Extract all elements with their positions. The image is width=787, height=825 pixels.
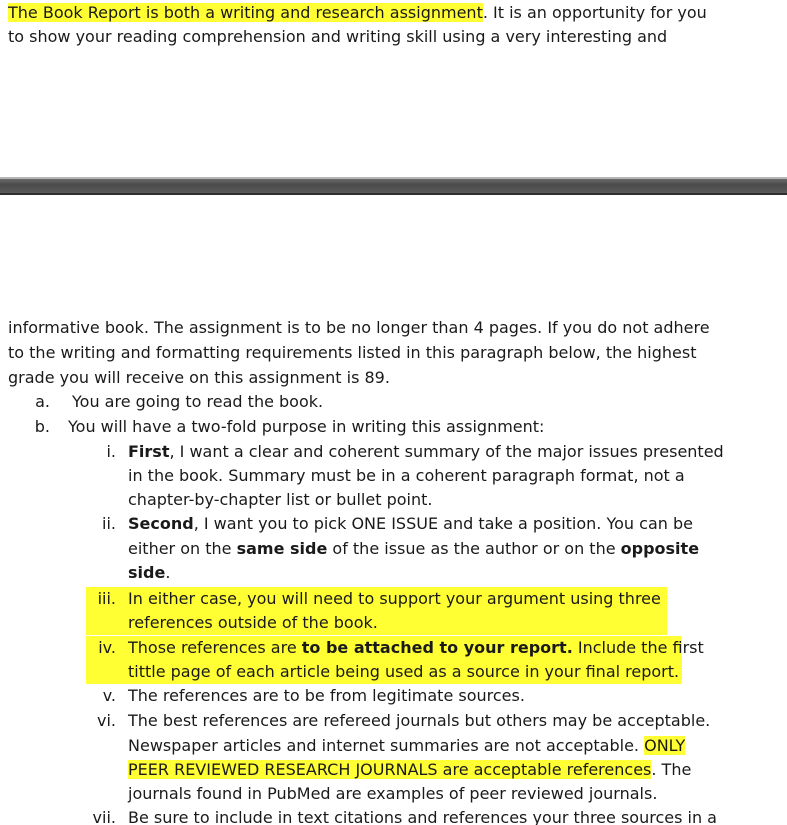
- item-v-line-1: The references are to be from legitimate sources.: [128, 686, 525, 705]
- intro-line-1: [8, 1, 707, 25]
- highlighted-text: ONLY: [644, 736, 686, 755]
- body-text: Newspaper articles and internet summaries are not acceptable.: [128, 736, 645, 755]
- highlighted-text: The Book Report is both a writing and research assignment: [8, 3, 483, 22]
- list-marker-ii: ii.: [102, 514, 116, 533]
- page-break-divider: [0, 177, 787, 195]
- item-ii-line-2: [128, 537, 699, 561]
- body-text: , I want a clear and coherent summary of the major issues presented: [169, 442, 724, 461]
- bold-text: side: [128, 563, 166, 582]
- para-line-2: to the writing and formatting requirements listed in this paragraph below, the highest: [8, 343, 697, 362]
- list-item-b: You will have a two-fold purpose in writing this assignment:: [68, 417, 545, 436]
- body-text: , I want you to pick ONE ISSUE and take a position. You can be: [193, 514, 693, 533]
- item-ii-line-3: [128, 561, 170, 585]
- list-marker-a: a.: [35, 392, 50, 411]
- item-vi-line-3: [128, 758, 691, 782]
- body-text: of the issue as the author or on the: [327, 539, 621, 558]
- item-iv-line-1: [128, 636, 704, 660]
- highlighted-text: PEER REVIEWED RESEARCH JOURNALS are acceptable references: [128, 760, 652, 779]
- item-vii-line-1: Be sure to include in text citations and references your three sources in a: [128, 808, 717, 825]
- list-marker-v: v.: [102, 686, 116, 705]
- list-marker-i: i.: [106, 442, 116, 461]
- bold-text: to be attached to your report.: [301, 638, 573, 657]
- body-text: either on the: [128, 539, 237, 558]
- para-line-1: informative book. The assignment is to be no longer than 4 pages. If you do not adhere: [8, 318, 710, 337]
- item-i-line-1: [128, 440, 724, 464]
- list-marker-iv: iv.: [98, 638, 116, 657]
- item-vi-line-2: [128, 734, 685, 758]
- bold-text: opposite: [620, 539, 700, 558]
- body-text: . The: [651, 760, 692, 779]
- body-text: Those references are: [128, 638, 302, 657]
- intro-line-2: to show your reading comprehension and writing skill using a very interesting and: [8, 27, 668, 46]
- list-item-a: You are going to read the book.: [72, 392, 324, 411]
- list-marker-b: b.: [34, 417, 50, 436]
- list-marker-vii: vii.: [92, 808, 116, 825]
- item-vi-line-1: The best references are refereed journals but others may be acceptable.: [128, 711, 711, 730]
- item-iii-line-1: In either case, you will need to support your argument using three: [128, 589, 661, 608]
- para-line-3: grade you will receive on this assignment is 89.: [8, 368, 390, 387]
- list-marker-vi: vi.: [97, 711, 116, 730]
- item-i-line-3: chapter-by-chapter list or bullet point.: [128, 490, 433, 509]
- bold-text: Second: [128, 514, 194, 533]
- body-text: . It is an opportunity for you: [482, 3, 707, 22]
- list-marker-iii: iii.: [97, 589, 116, 608]
- item-i-line-2: in the book. Summary must be in a coherent paragraph format, not a: [128, 466, 685, 485]
- item-ii-line-1: [128, 512, 693, 536]
- body-text: Include the first: [572, 638, 704, 657]
- bold-text: same side: [236, 539, 328, 558]
- body-text: .: [165, 563, 171, 582]
- item-iii-line-2: references outside of the book.: [128, 613, 378, 632]
- item-iv-line-2: tittle page of each article being used as a source in your final report.: [128, 662, 680, 681]
- item-vi-line-4: journals found in PubMed are examples of peer reviewed journals.: [128, 784, 658, 803]
- bold-text: First: [128, 442, 170, 461]
